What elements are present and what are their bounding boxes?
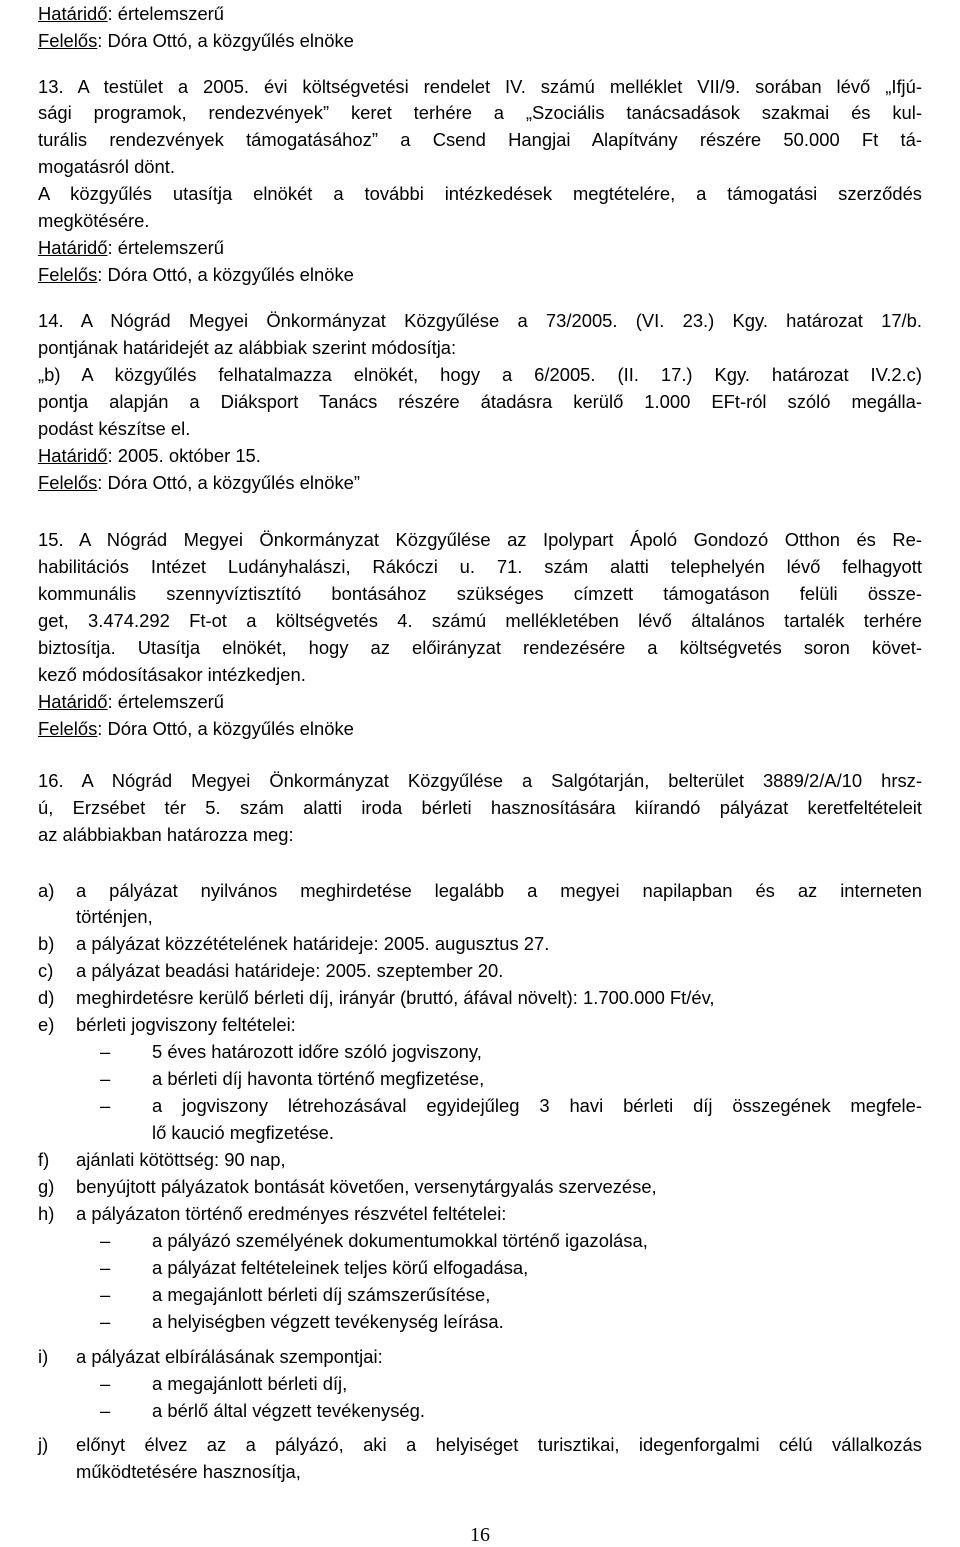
dash-bullet: – xyxy=(100,1041,111,1062)
item13-line: 13. A testület a 2005. évi költségvetési rendelet IV. számú melléklet VII/9. sorában lévő „Ifjú- xyxy=(38,76,922,97)
item14-line: pontjának határidejét az alábbiak szerint módosítja: xyxy=(38,337,457,358)
deadline-line: Határidő: értelemszerű xyxy=(38,237,225,258)
responsible-line: Felelős: Dóra Ottó, a közgyűlés elnöke xyxy=(38,264,354,285)
dash-bullet: – xyxy=(100,1311,111,1332)
deadline-line: Határidő: értelemszerű xyxy=(38,691,225,712)
item14-line: „b) A közgyűlés felhatalmazza elnökét, hogy a 6/2005. (II. 17.) Kgy. határozat IV.2.c) xyxy=(38,364,922,385)
dash-bullet: – xyxy=(100,1284,111,1305)
list-item: b) a pályázat közzétételének határideje: 2005. augusztus 27. xyxy=(38,933,550,954)
sub-item: a pályázó személyének dokumentumokkal történő igazolása, xyxy=(152,1230,648,1251)
list-item: i) a pályázat elbírálásának szempontjai: xyxy=(38,1346,383,1367)
list-item: h) a pályázaton történő eredményes részvétel feltételei: xyxy=(38,1203,507,1224)
item13-line: turális rendezvények támogatásához” a Csend Hangjai Alapítvány részére 50.000 Ft tá- xyxy=(38,129,922,150)
item14-line: podást készítse el. xyxy=(38,418,191,439)
deadline-line: Határidő: értelemszerű xyxy=(38,3,225,24)
deadline-line: Határidő: 2005. október 15. xyxy=(38,445,261,466)
item15-line: get, 3.474.292 Ft-ot a költségvetés 4. számú mellékletében lévő általános tartalék terhére xyxy=(38,610,922,631)
item13-line: A közgyűlés utasítja elnökét a további intézkedések megtételére, a támogatási szerződés xyxy=(38,183,922,204)
dash-bullet: – xyxy=(100,1068,111,1089)
item13-line: mogatásról dönt. xyxy=(38,156,175,177)
sub-item: a jogviszony létrehozásával egyidejűleg 3 havi bérleti díj összegének megfele- xyxy=(152,1095,922,1116)
page-number: 16 xyxy=(470,1524,490,1546)
item13-line: sági programok, rendezvények” keret terhére a „Szociális tanácsadások szakmai és kul- xyxy=(38,102,922,123)
sub-item-continuation: lő kaució megfizetése. xyxy=(152,1122,334,1143)
item15-line: kommunális szennyvíztisztító bontásához szükséges címzett támogatáson felüli össze- xyxy=(38,583,922,604)
list-item-continuation: működtetésére hasznosítja, xyxy=(76,1461,301,1482)
responsible-line: Felelős: Dóra Ottó, a közgyűlés elnöke xyxy=(38,30,354,51)
dash-bullet: – xyxy=(100,1373,111,1394)
item16-line: az alábbiakban határozza meg: xyxy=(38,824,294,845)
item16-line: ú, Erzsébet tér 5. szám alatti iroda bérleti hasznosítására kiírandó pályázat keretfeltételeit xyxy=(38,797,922,818)
responsible-line: Felelős: Dóra Ottó, a közgyűlés elnöke xyxy=(38,718,354,739)
item14-line: 14. A Nógrád Megyei Önkormányzat Közgyűlése a 73/2005. (VI. 23.) Kgy. határozat 17/b. xyxy=(38,310,922,331)
list-item: g) benyújtott pályázatok bontását követően, versenytárgyalás szervezése, xyxy=(38,1176,657,1197)
list-item: e) bérleti jogviszony feltételei: xyxy=(38,1014,296,1035)
item15-line: kező módosításakor intézkedjen. xyxy=(38,664,306,685)
list-item: j) előnyt élvez az a pályázó, aki a helyiséget turisztikai, idegenforgalmi célú vállalkozás xyxy=(38,1434,922,1455)
sub-item: a megajánlott bérleti díj számszerűsítése, xyxy=(152,1284,491,1305)
dash-bullet: – xyxy=(100,1257,111,1278)
sub-item: 5 éves határozott időre szóló jogviszony, xyxy=(152,1041,482,1062)
list-item: f) ajánlati kötöttség: 90 nap, xyxy=(38,1149,286,1170)
item15-line: 15. A Nógrád Megyei Önkormányzat Közgyűlése az Ipolypart Ápoló Gondozó Otthon és Re- xyxy=(38,529,922,550)
dash-bullet: – xyxy=(100,1230,111,1251)
dash-bullet: – xyxy=(100,1095,111,1116)
sub-item: a helyiségben végzett tevékenység leírása. xyxy=(152,1311,504,1332)
sub-item: a megajánlott bérleti díj, xyxy=(152,1373,348,1394)
list-item: c) a pályázat beadási határideje: 2005. szeptember 20. xyxy=(38,960,504,981)
sub-item: a bérlő által végzett tevékenység. xyxy=(152,1400,425,1421)
list-item: a) a pályázat nyilvános meghirdetése legalább a megyei napilapban és az interneten xyxy=(38,880,922,901)
dash-bullet: – xyxy=(100,1400,111,1421)
sub-item: a pályázat feltételeinek teljes körű elfogadása, xyxy=(152,1257,529,1278)
item15-line: biztosítja. Utasítja elnökét, hogy az előirányzat rendezésére a költségvetés soron követ- xyxy=(38,637,922,658)
item13-line: megkötésére. xyxy=(38,210,150,231)
list-item-continuation: történjen, xyxy=(76,906,153,927)
item15-line: habilitációs Intézet Ludányhalászi, Rákóczi u. 71. szám alatti telephelyén lévő felhagyott xyxy=(38,556,922,577)
item14-line: pontja alapján a Diáksport Tanács részére átadásra kerülő 1.000 EFt-ról szóló megálla- xyxy=(38,391,922,412)
item16-line: 16. A Nógrád Megyei Önkormányzat Közgyűlése a Salgótarján, belterület 3889/2/A/10 hrsz- xyxy=(38,770,922,791)
responsible-line: Felelős: Dóra Ottó, a közgyűlés elnöke” xyxy=(38,472,361,493)
sub-item: a bérleti díj havonta történő megfizetése, xyxy=(152,1068,485,1089)
list-item: d) meghirdetésre kerülő bérleti díj, irányár (bruttó, áfával növelt): 1.700.000 Ft/év, xyxy=(38,987,715,1008)
